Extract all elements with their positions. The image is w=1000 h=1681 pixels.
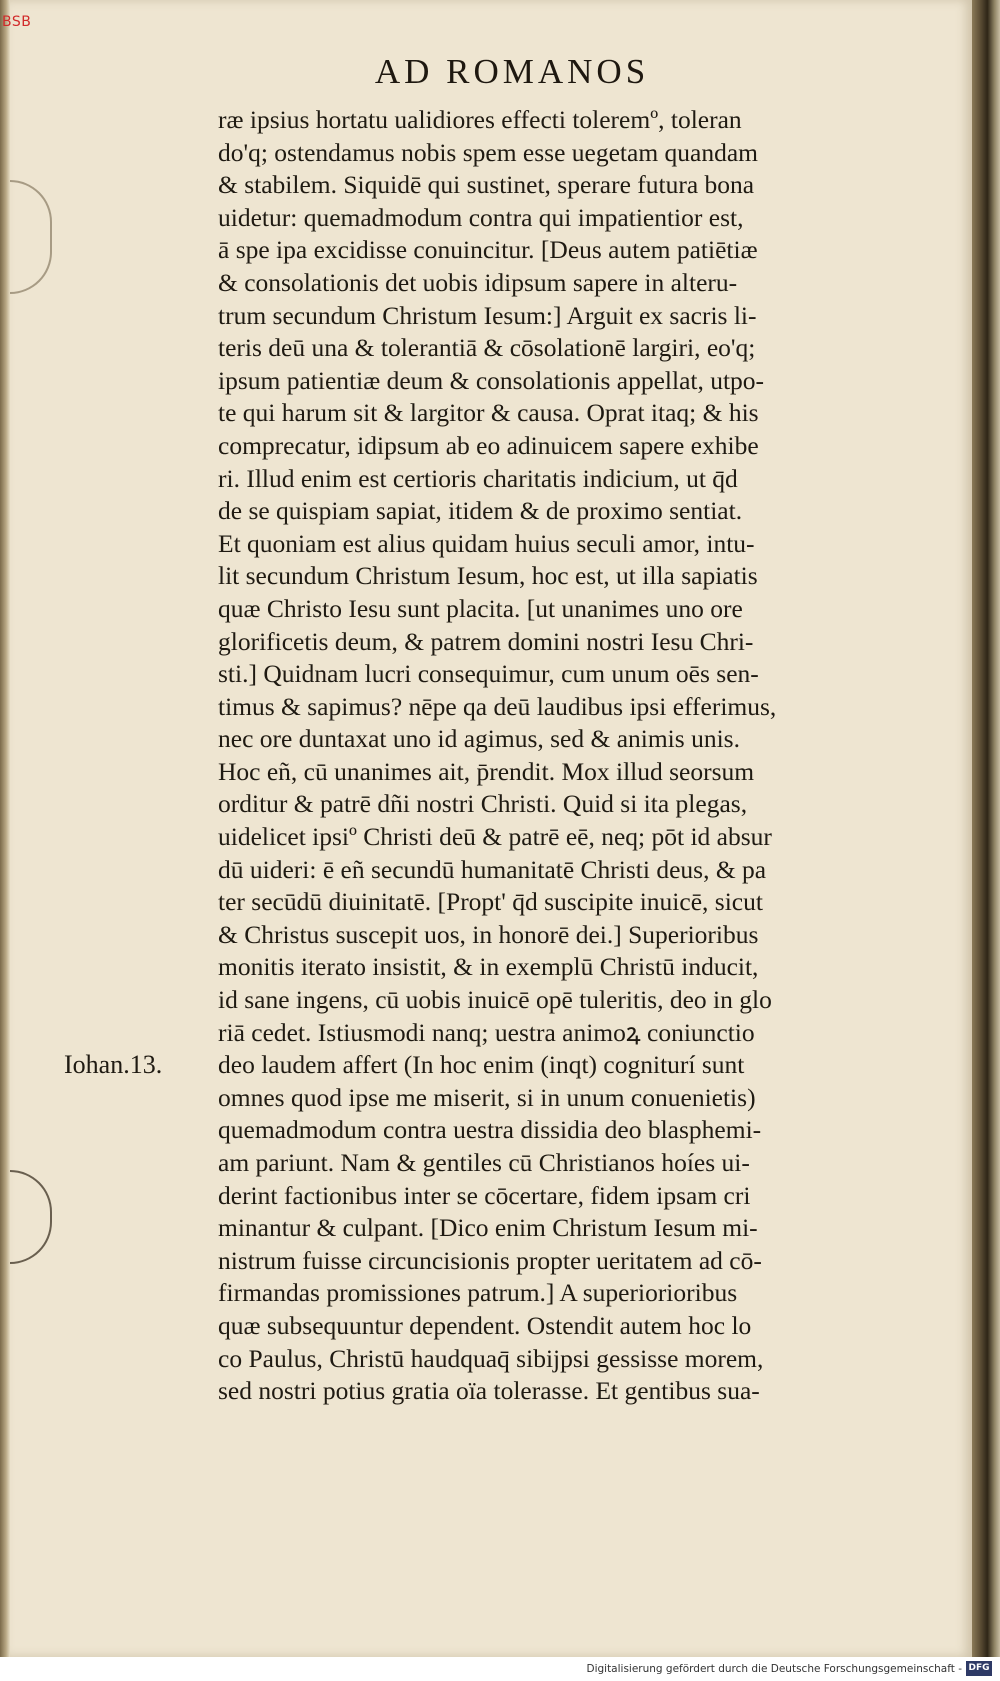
text-line: firmandas promissiones patrum.] A superiorioribus xyxy=(218,1278,738,1308)
text-line: quæ Christo Iesu sunt placita. [ut unanimes uno ore xyxy=(218,593,743,623)
text-line: riā cedet. Istiusmodi nanq; uestra animoꝝ coniunctio xyxy=(218,1017,755,1047)
text-line: nec ore duntaxat uno id agimus, sed & animis unis. xyxy=(218,724,740,754)
marginal-note: Iohan.13. xyxy=(64,1050,163,1079)
running-head: AD ROMANOS xyxy=(374,52,650,91)
text-line: ræ ipsius hortatu ualidiores effecti toleremº, toleran xyxy=(218,105,742,134)
text-line: glorificetis deum, & patrem domini nostri Iesu Chri- xyxy=(218,626,754,656)
text-line: monitis iterato insistit, & in exemplū Christū inducit, xyxy=(218,952,759,982)
left-gutter xyxy=(0,0,10,1657)
dfg-logo: DFG xyxy=(966,1661,992,1676)
text-line: & Christus suscepit uos, in honorē dei.] Superioribus xyxy=(218,919,759,949)
text-line: orditur & patrē dñi nostri Christi. Quid si ita plegas, xyxy=(218,789,748,819)
text-line: dū uideri: ē eñ secundū humanitatē Christi deus, & pa xyxy=(218,854,767,884)
text-line: am pariunt. Nam & gentiles cū Christianos hoíes ui- xyxy=(218,1148,750,1177)
text-line: te qui harum sit & largitor & causa. Oprat itaq; & his xyxy=(218,398,759,428)
text-line: Et quoniam est alius quidam huius seculi amor, intu- xyxy=(218,528,755,558)
text-line: ipsum patientiæ deum & consolationis appellat, utpo- xyxy=(218,365,765,395)
text-line: timus & sapimus? nēpe qa deū laudibus ipsi efferimus, xyxy=(218,691,777,721)
text-line: quemadmodum contra uestra dissidia deo blasphemi- xyxy=(218,1115,762,1145)
text-line: uidelicet ipsiº Christi deū & patrē eē, neq; pōt id absur xyxy=(218,822,772,852)
text-line: omnes quod ipse me miserit, si in unum conuenietis) xyxy=(218,1082,756,1112)
footer-credit: Digitalisierung gefördert durch die Deutsche Forschungsgemeinschaft - xyxy=(586,1663,962,1675)
text-line: nistrum fuisse circuncisionis propter ueritatem ad cō- xyxy=(218,1245,762,1275)
text-line: id sane ingens, cū uobis inuicē opē tuleritis, deo in glo xyxy=(218,985,772,1015)
text-line: deo laudem affert (In hoc enim (inqt) cogniturí sunt xyxy=(218,1050,745,1080)
text-line: trum secundum Christum Iesum:] Arguit ex sacris li- xyxy=(218,300,757,330)
text-line: de se quispiam sapiat, itidem & de proximo sentiat. xyxy=(218,496,743,526)
text-line: sed nostri potius gratia oïa tolerasse. Et gentibus sua- xyxy=(218,1376,760,1406)
text-line: ā spe ipa excidisse conuincitur. [Deus autem patiētiæ xyxy=(218,235,758,265)
text-line: & consolationis det uobis idipsum sapere in alteru- xyxy=(218,267,738,297)
library-mark: BSB xyxy=(2,14,32,30)
text-line: teris deū una & tolerantiā & cōsolationē largiri, eo'q; xyxy=(218,333,756,363)
body-text xyxy=(218,104,932,1408)
text-line: & stabilem. Siquidē qui sustinet, sperare futura bona xyxy=(218,170,755,200)
book-fore-edge xyxy=(972,0,1000,1657)
text-line: sti.] Quidnam lucri consequimur, cum unum oēs sen- xyxy=(218,659,759,689)
text-line: Hoc eñ, cū unanimes ait, p̄rendit. Mox illud seorsum xyxy=(218,756,755,786)
text-line: lit secundum Christum Iesum, hoc est, ut illa sapiatis xyxy=(218,561,758,591)
text-line: ri. Illud enim est certioris charitatis indicium, ut q̄d xyxy=(218,463,738,493)
text-line: comprecatur, idipsum ab eo adinuicem sapere exhibe xyxy=(218,430,759,460)
text-line: quæ subsequuntur dependent. Ostendit autem hoc lo xyxy=(218,1310,752,1340)
text-line: do'q; ostendamus nobis spem esse uegetam quandam xyxy=(218,137,758,167)
text-line: ter secūdū diuinitatē. [Propt' q̄d suscipite inuicē, sicut xyxy=(218,887,763,917)
text-line: uidetur: quemadmodum contra qui impatientior est, xyxy=(218,202,744,232)
text-line: co Paulus, Christū haudquaq̄ sibijpsi gessisse morem, xyxy=(218,1343,764,1373)
text-line: derint factionibus inter se cōcertare, fidem ipsam cri xyxy=(218,1180,751,1210)
text-line: minantur & culpant. [Dico enim Christum Iesum mi- xyxy=(218,1213,758,1243)
